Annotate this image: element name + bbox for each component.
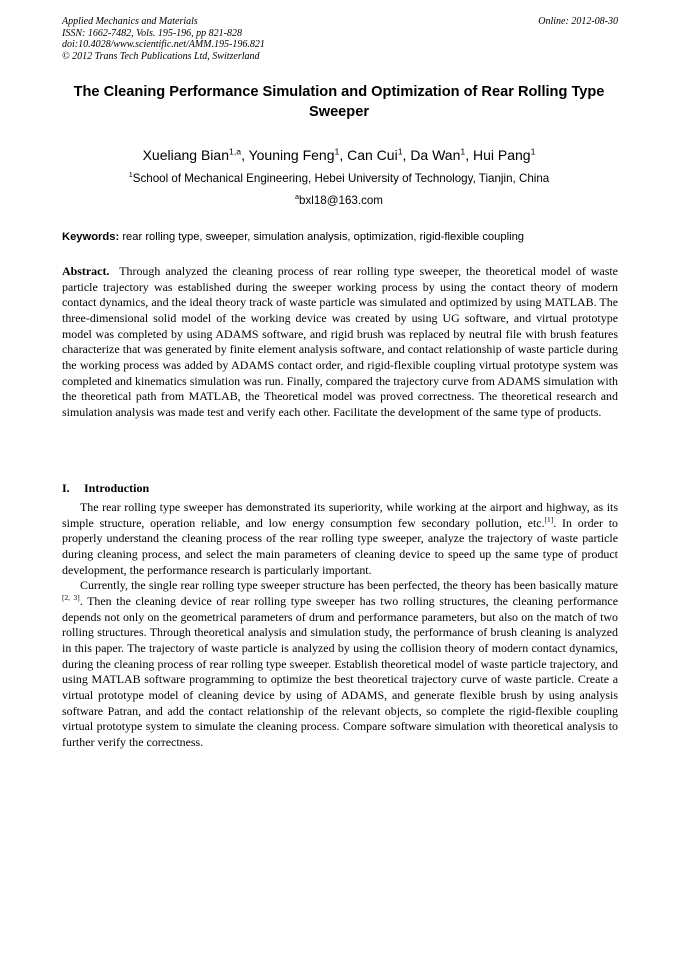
affiliation-text: School of Mechanical Engineering, Hebei University of Technology, Tianjin, China [132,172,550,185]
author [347,147,410,163]
citation: [1] [544,514,554,524]
author-separator: , [241,147,249,163]
author [249,147,348,163]
paragraph [62,578,618,750]
paragraph [62,500,618,578]
citation: [2, 3] [62,592,80,602]
paragraph-text: . In order to properly understand the cleaning process of the rear rolling type sweeper, analyze the trajectory of waste particle during cleaning process, and select the main parameters of cleaning device to speed up the same type of product development, the performance research is particularly important. [62,515,618,577]
paragraph-text: Currently, the single rear rolling type sweeper structure has been perfected, the theory has been basically mature [80,578,618,593]
author-separator: , [465,147,473,163]
author-separator: , [402,147,411,163]
keywords-text: rear rolling type, sweeper, simulation analysis, optimization, rigid-flexible coupling [122,231,525,243]
affiliation [40,171,638,187]
paragraph-text: . Then the cleaning device of rear rolling type sweeper has two rolling structures, the cleaning performance depends not only on the geometrical parameters of drum and performance parameters, but also on the match of two rolling structures. Through theoretical analysis and simulation study, the performance of brush cleaning is analyzed in this paper. The trajectory of waste particle is analyzed by using the collision theory of modern contact dynamics, during the cleaning process of rear rolling type sweeper. Establish theoretical model of waste particle trajectory, and using MATLAB software programming to optimize the best theoretical trajectory curve of waste particle. Create a virtual prototype model of cleaning device by using of ADAMS, and generate flexible brush by using analysis software Patran, and add the contact relationship of the relevant objects, so complete the rigid-flexible coupling virtual prototype system to simulate the cleaning process. Compare software simulation with theoretical analysis to further verify the correctness. [62,593,618,749]
author-sup: 1 [334,146,340,157]
abstract-text: Through analyzed the cleaning process of rear rolling type sweeper, the theoretical model of waste particle trajectory was established during the sweeper working process by using the contact theory of modern contact dynamics, and the ideal theory track of waste particle was simulated and optimized by using MATLAB. The three-dimensional solid model of the working device was created by using UG software, and virtual prototype model was completed by using ADAMS software, and rigid brush was replaced by neutral file with brush features characterize that was generated by finite element analysis software, and contact relationship of waste particle during the working process was added by ADAMS contact order, and rigid-flexible coupling virtual prototype system was completed and kinematics simulation was run. Finally, compared the trajectory curve from ADAMS simulation with the theoretical path from MATLAB, the Theoretical model was proved correctness. The theoretical research and simulation analysis was made test and verify each other. Facilitate the development of the same type of products. [62,264,618,419]
affiliation-sup: 1 [128,170,133,180]
author [473,147,535,163]
doi-line: doi:10.4028/www.scientific.net/AMM.195-196.821 [62,39,265,50]
email-text: bxl18@163.com [299,194,383,207]
author-list [40,146,638,164]
author [143,147,249,163]
journal-header [62,16,618,62]
author-name: Hui Pang [472,147,531,163]
paragraph-text: The rear rolling type sweeper has demonstrated its superiority, while working at the airport and highway, as its simple structure, operation reliable, and low energy consumption few secondary pollution, etc. [62,500,618,530]
section-number: I. [62,481,70,495]
author-name: Can Cui [347,147,398,163]
journal-name: Applied Mechanics and Materials [62,16,198,27]
author-name: Da Wan [410,147,461,163]
online-date: Online: 2012-08-30 [538,16,618,27]
author-email [40,193,638,209]
keywords-label: Keywords: [62,231,120,243]
author [410,147,473,163]
abstract [62,264,618,421]
copyright-line: © 2012 Trans Tech Publications Ltd, Switzerland [62,50,260,62]
author-name: Youning Feng [248,147,335,163]
author-name: Xueliang Bian [142,147,229,163]
author-sup: 1 [460,146,466,157]
author-sup: 1 [397,146,403,157]
section-heading [62,480,618,496]
paper-title: The Cleaning Performance Simulation and Optimization of Rear Rolling Type Sweeper [73,84,605,120]
introduction-body [62,500,618,751]
author-sup: 1,a [229,146,242,157]
issn-line: ISSN: 1662-7482, Vols. 195-196, pp 821-828 [62,27,242,39]
author-sup: 1 [530,146,536,157]
email-sup: a [295,192,300,202]
section-title: Introduction [84,481,150,495]
author-separator: , [339,147,348,163]
abstract-label: Abstract. [62,264,110,278]
keywords [62,230,618,245]
